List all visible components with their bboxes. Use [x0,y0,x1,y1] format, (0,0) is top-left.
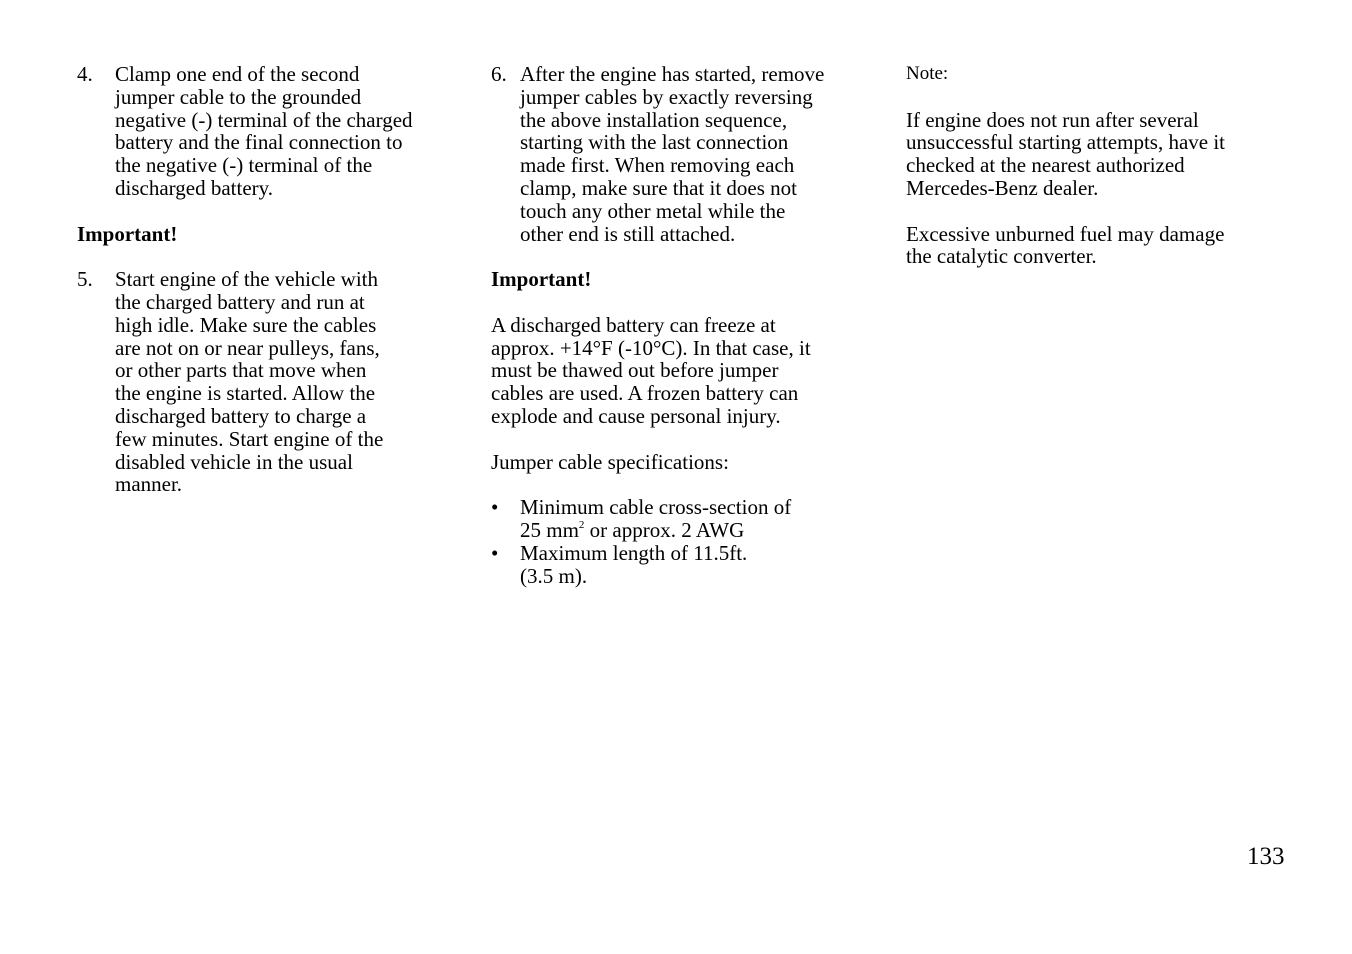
step-5 [77,268,449,496]
note-paragraph-2 [906,223,1276,269]
text-line: the negative (-) terminal of the [115,153,373,178]
bullet-icon: • [491,540,499,565]
step-6-number: 6. [491,62,507,86]
spec-value: 25 mm [520,517,579,542]
text-line: approx. +14°F (-10°C). In that case, it [491,335,811,360]
text-line: (3.5 m). [520,563,588,588]
page-number: 133 [1247,843,1285,870]
text-line: Mercedes-Benz dealer. [906,175,1099,200]
text-line: the charged battery and run at [115,289,365,314]
text-line: the catalytic converter. [906,244,1097,269]
text-line: battery and the final connection to [115,130,403,155]
spec-cross-section [491,496,863,542]
spec-max-length [491,542,863,588]
step-6-text [520,63,863,245]
text-line: are not on or near pulleys, fans, [115,335,380,360]
text-line [520,519,863,542]
text-line: Minimum cable cross-section of [520,495,792,520]
text-line: negative (-) terminal of the charged [115,107,413,132]
step-4 [77,63,449,200]
column-left [77,63,449,496]
text-line: starting with the last connection [520,130,789,155]
step-6 [491,63,863,245]
text-line: unsuccessful starting attempts, have it [906,130,1226,155]
text-line: or other parts that move when [115,358,367,383]
text-line: clamp, make sure that it does not [520,175,798,200]
specs-heading: Jumper cable specifications: [491,449,729,474]
superscript: 2 [578,518,585,531]
note-label: Note: [906,63,949,84]
step-4-text [115,63,449,200]
text-line: Clamp one end of the second [115,62,360,86]
text-line: the engine is started. Allow the [115,381,376,406]
step-5-number: 5. [77,267,93,292]
text-line: discharged battery. [115,175,274,200]
text-line: high idle. Make sure the cables [115,312,377,337]
bullet-icon: • [491,495,499,520]
text-line: other end is still attached. [520,221,736,246]
text-line: cables are used. A frozen battery can [491,381,799,406]
spec-value-suffix: or approx. 2 AWG [584,517,745,542]
step-4-number: 4. [77,62,93,86]
text-line: explode and cause personal injury. [491,403,781,428]
text-line: A discharged battery can freeze at [491,312,776,337]
important-heading: Important! [491,267,592,292]
text-line: Start engine of the vehicle with [115,267,379,292]
freeze-warning [491,314,863,428]
text-line: the above installation sequence, [520,107,788,132]
step-5-text [115,268,449,496]
text-line: After the engine has started, remove [520,62,825,86]
text-line: If engine does not run after several [906,107,1199,132]
note-paragraph-1 [906,109,1276,200]
text-line: made first. When removing each [520,153,795,178]
text-line: jumper cable to the grounded [115,84,362,109]
text-line: discharged battery to charge a [115,403,367,428]
text-line: Excessive unburned fuel may damage [906,221,1225,246]
important-heading: Important! [77,221,178,246]
text-line: manner. [115,472,183,497]
text-line: checked at the nearest authorized [906,153,1185,178]
column-middle [491,63,863,587]
text-line: disabled vehicle in the usual [115,449,353,474]
text-line: must be thawed out before jumper [491,358,779,383]
text-line: jumper cables by exactly reversing [520,84,813,109]
text-line: touch any other metal while the [520,198,786,223]
text-line: Maximum length of 11.5ft. [520,540,748,565]
column-right [906,63,1276,268]
text-line: few minutes. Start engine of the [115,426,384,451]
